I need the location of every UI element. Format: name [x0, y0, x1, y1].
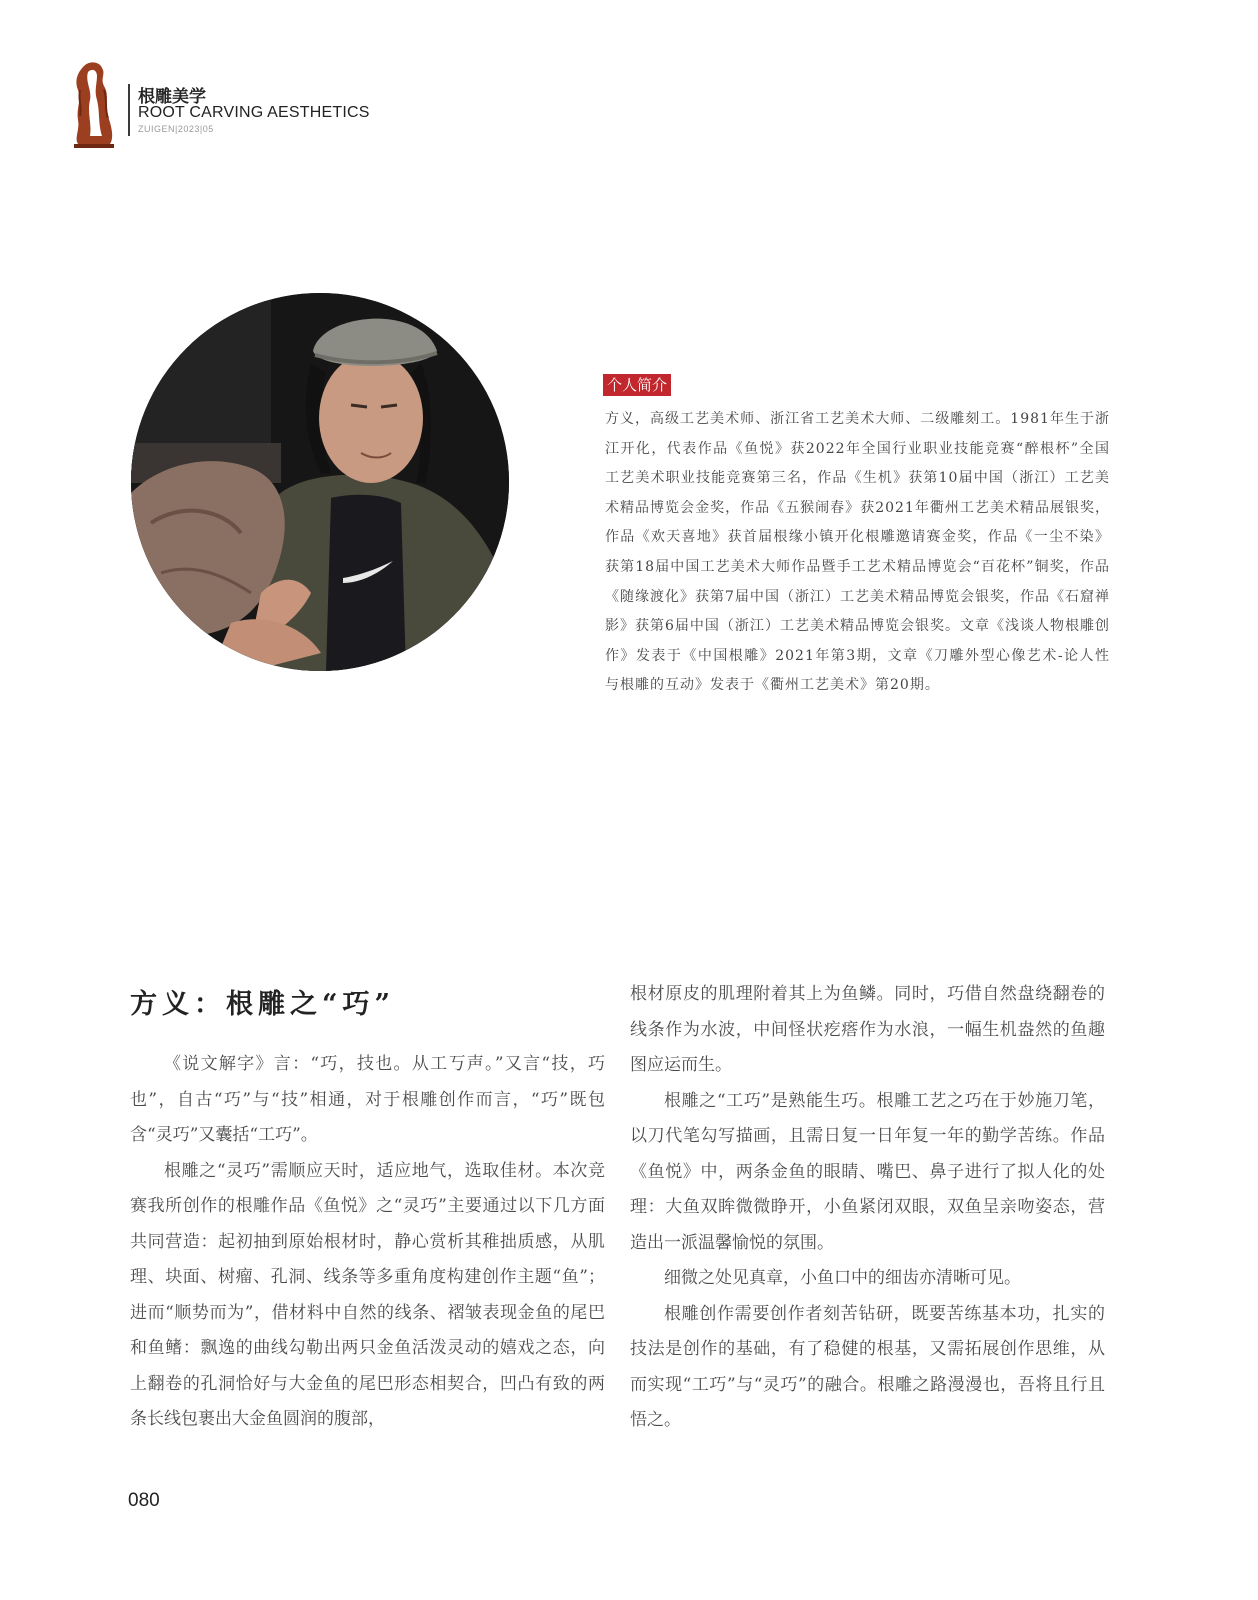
article-paragraph: 根雕之“工巧”是熟能生巧。根雕工艺之巧在于妙施刀笔，以刀代笔勾写描画，且需日复一日年复一年的勤学苦练。作品《鱼悦》中，两条金鱼的眼睛、嘴巴、鼻子进行了拟人化的处理：大鱼双眸微微睁开，小鱼紧闭双眼，双鱼呈亲吻姿态，营造出一派温馨愉悦的氛围。 — [630, 1090, 1105, 1253]
article-paragraph: 《说文解字》言：“巧，技也。从工丂声。”又言“技，巧也”，自古“巧”与“技”相通，对于根雕创作而言，“巧”既包含“灵巧”又囊括“工巧”。 — [130, 1054, 605, 1145]
magazine-title-en: ROOT CARVING AESTHETICS — [138, 104, 370, 121]
bio-text: 方义，高级工艺美术师、浙江省工艺美术大师、二级雕刻工。1981年生于浙江开化，代表作品《鱼悦》获2022年全国行业职业技能竞赛“醉根杯”全国工艺美术职业技能竞赛第三名，作品《生机》获第10届中国（浙江）工艺美术精品博览会金奖，作品《五猴闹春》获2021年衢州工艺美术精品展银奖，作品《欢天喜地》获首届根缘小镇开化根雕邀请赛金奖，作品《一尘不染》获第18届中国工艺美术大师作品暨手工艺术精品博览会“百花杯”铜奖，作品《随缘渡化》获第7届中国（浙江）工艺美术精品博览会银奖，作品《石窟禅影》获第6届中国（浙江）工艺美术精品博览会银奖。文章《浅谈人物根雕创作》发表于《中国根雕》2021年第3期，文章《刀雕外型心像艺术-论人性与根雕的互动》发表于《衢州工艺美术》第20期。 — [605, 411, 1110, 694]
page-number: 080 — [128, 1490, 160, 1511]
article-paragraph: 根雕之“灵巧”需顺应天时，适应地气，选取佳材。本次竞赛我所创作的根雕作品《鱼悦》之“灵巧”主要通过以下几方面共同营造：起初抽到原始根材时，静心赏析其稚拙质感，从肌理、块面、树瘤、孔洞、线条等多重角度构建创作主题“鱼”；进而“顺势而为”，借材料中自然的线条、褶皱表现金鱼的尾巴和鱼鳍：飘逸的曲线勾勒出两只金鱼活泼灵动的嬉戏之态，向上翻卷的孔洞恰好与大金鱼的尾巴形态相契合，凹凸有致的两条长线包裹出大金鱼圆润的腹部， — [130, 1160, 605, 1429]
magazine-title-cn: 根雕美学 — [138, 87, 206, 107]
article-paragraph: 细微之处见真章，小鱼口中的细齿亦清晰可见。 — [664, 1268, 1021, 1288]
article-paragraph: 根雕创作需要创作者刻苦钻研，既要苦练基本功，扎实的技法是创作的基础，有了稳健的根基，又需拓展创作思维，从而实现“工巧”与“灵巧”的融合。根雕之路漫漫也，吾将且行且悟之。 — [630, 1303, 1105, 1430]
portrait-illustration — [131, 293, 509, 671]
article-column-right — [630, 977, 1105, 1439]
article-paragraph-continued: 根材原皮的肌理附着其上为鱼鳞。同时，巧借自然盘绕翻卷的线条作为水波，中间怪状疙瘩作为水浪，一幅生机盎然的鱼趣图应运而生。 — [630, 984, 1105, 1075]
issue-code: ZUIGEN|2023|05 — [138, 124, 214, 134]
article-title: 方义：根雕之“巧” — [130, 989, 396, 1020]
root-carving-sculpture-icon — [70, 60, 116, 150]
bio-label: 个人简介 — [603, 374, 671, 396]
article-column-left — [130, 1047, 605, 1438]
artist-portrait-photo — [131, 293, 509, 671]
masthead-divider — [128, 84, 130, 136]
